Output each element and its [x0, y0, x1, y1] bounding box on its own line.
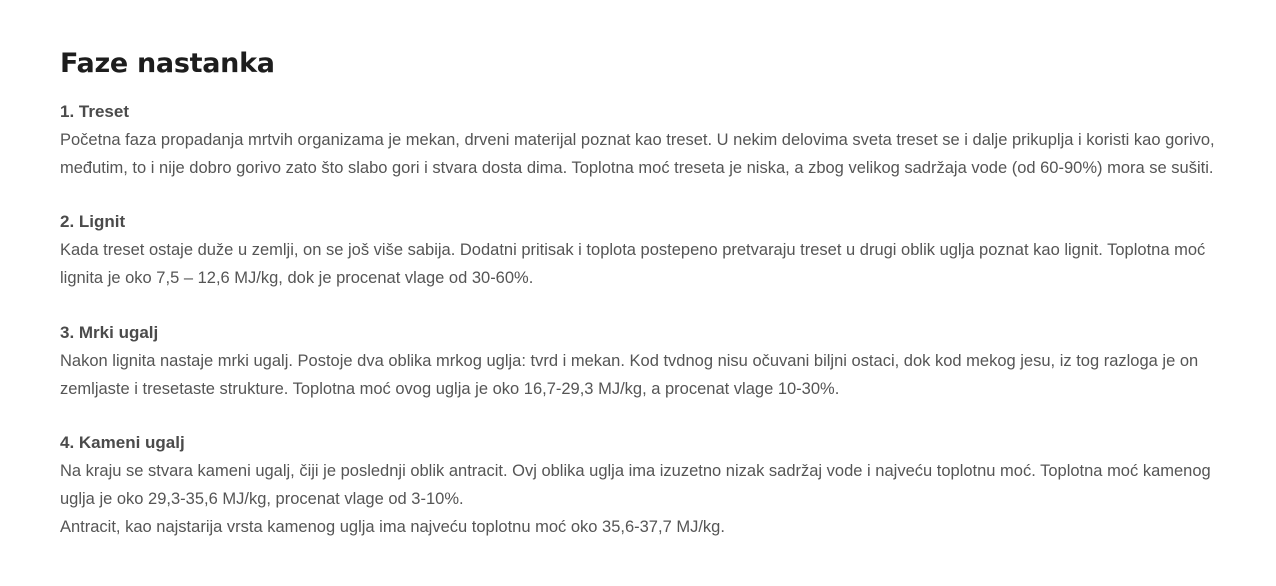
section-paragraph: Kada treset ostaje duže u zemlji, on se još više sabija. Dodatni pritisak i toplota postepeno pretvaraju treset u drugi oblik uglja poznat kao lignit. Toplotna moć lignita je oko 7,5 – 12,6 MJ/kg, dok je procenat vlage od 30-60%.	[60, 241, 1206, 287]
page-title: Faze nastanka	[60, 48, 275, 79]
section-heading: 1. Treset	[60, 102, 129, 121]
section-paragraph: Na kraju se stvara kameni ugalj, čiji je poslednji oblik antracit. Ovj oblika uglja ima izuzetno nizak sadržaj vode i najveću toplotnu moć. Toplotna moć kamenog uglja je oko 29,3-35,6 MJ/kg, procenat vlage od 3-10%.	[60, 462, 1211, 508]
section-paragraph: Nakon lignita nastaje mrki ugalj. Postoje dva oblika mrkog uglja: tvrd i mekan. Kod tvdnog nisu očuvani biljni ostaci, dok kod mekog jesu, iz tog razloga je on zemljaste i tresetaste strukture. Toplotna moć ovog uglja je oko 16,7-29,3 MJ/kg, a procenat vlage 10-30%.	[60, 352, 1199, 398]
section-paragraph: Antracit, kao najstarija vrsta kamenog uglja ima najveću toplotnu moć oko 35,6-37,7 MJ/kg.	[60, 518, 725, 536]
section-treset	[60, 98, 1240, 182]
section-paragraph: Početna faza propadanja mrtvih organizama je mekan, drveni materijal poznat kao treset. U nekim delovima sveta treset se i dalje prikuplja i koristi kao gorivo, međutim, to i nije dobro gorivo zato što slabo gori i stvara dosta dima. Toplotna moć treseta je niska, a zbog velikog sadržaja vode (od 60-90%) mora se sušiti.	[60, 131, 1215, 177]
section-lignit	[60, 208, 1240, 292]
section-heading: 3. Mrki ugalj	[60, 323, 159, 342]
article-content	[60, 44, 1240, 541]
section-mrki-ugalj	[60, 319, 1240, 403]
section-heading: 4. Kameni ugalj	[60, 433, 185, 452]
section-heading: 2. Lignit	[60, 212, 126, 231]
section-kameni-ugalj	[60, 429, 1240, 541]
